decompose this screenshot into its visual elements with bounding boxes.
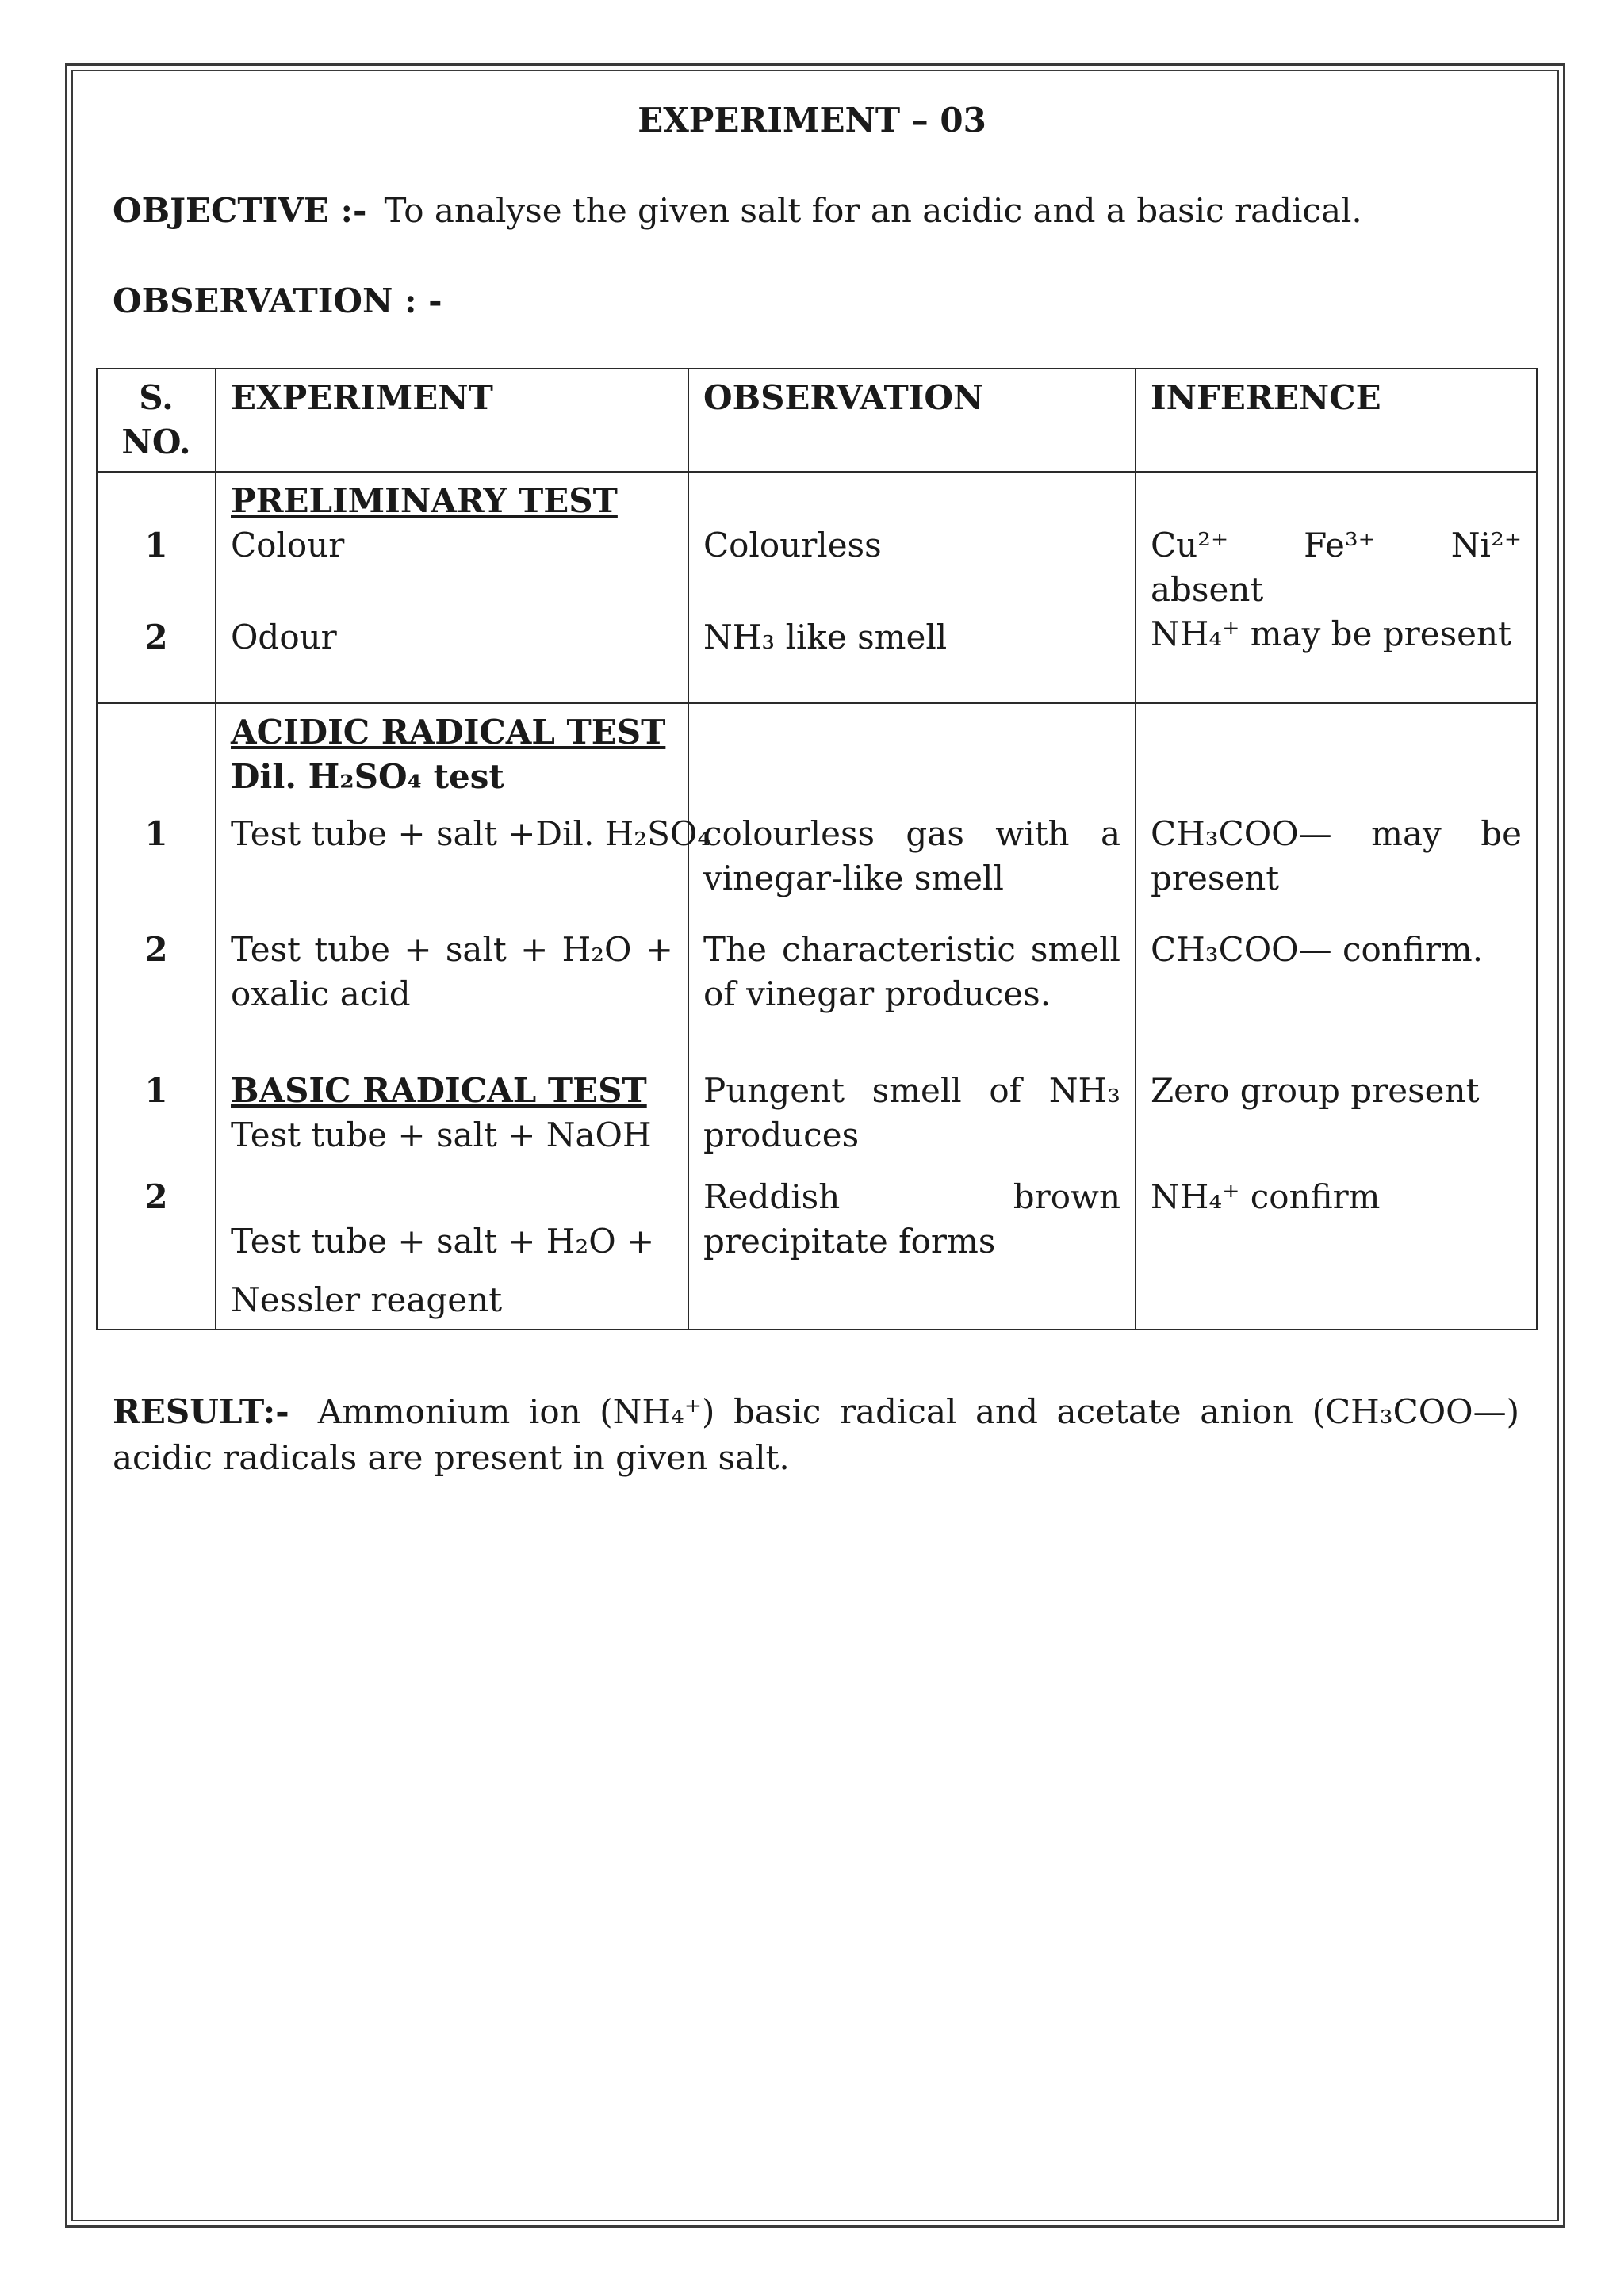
row-number: 1 xyxy=(144,526,168,564)
header-observation: OBSERVATION xyxy=(688,369,1136,472)
inference-colour-ions xyxy=(1151,523,1522,568)
experiment-odour: Odour xyxy=(231,618,337,656)
observation-column xyxy=(688,472,1136,703)
table-row-preliminary xyxy=(97,472,1537,703)
row-number: 2 xyxy=(144,1177,168,1216)
observation-acidic-2: The characteristic smell of vinegar produces. xyxy=(703,930,1120,1013)
inference-odour: NH₄⁺ may be present xyxy=(1151,614,1511,653)
observation-table xyxy=(96,368,1538,1330)
experiment-acidic-1: Test tube + salt +Dil. H₂SO₄ xyxy=(231,814,711,853)
page-title: EXPERIMENT – 03 xyxy=(638,101,986,140)
experiment-basic-2-line1: Test tube + salt + H₂O + xyxy=(231,1222,655,1261)
observation-odour: NH₃ like smell xyxy=(703,618,948,656)
observation-basic-1: Pungent smell of NH₃ produces xyxy=(703,1071,1120,1154)
experiment-basic-2-line2: Nessler reagent xyxy=(231,1280,503,1319)
sno-column xyxy=(97,703,216,1330)
header-sno-line1: S. xyxy=(139,378,174,417)
subheading-dil-h2so4: Dil. H₂SO₄ test xyxy=(231,757,504,796)
ion-fe: Fe³⁺ xyxy=(1304,526,1376,564)
experiment-column xyxy=(216,472,688,703)
section-heading-basic: BASIC RADICAL TEST xyxy=(231,1071,647,1110)
header-sno-line2: NO. xyxy=(121,423,191,461)
table-header-row xyxy=(97,369,1537,472)
section-heading-preliminary: PRELIMINARY TEST xyxy=(231,481,618,520)
inference-basic-2: NH₄⁺ confirm xyxy=(1151,1177,1381,1216)
ion-ni: Ni²⁺ xyxy=(1450,526,1522,564)
experiment-basic-1: Test tube + salt + NaOH xyxy=(231,1115,652,1154)
inference-column xyxy=(1136,703,1537,1330)
inference-column xyxy=(1136,472,1537,703)
result-label: RESULT:- xyxy=(113,1392,289,1431)
experiment-acidic-2: Test tube + salt + H₂O + oxalic acid xyxy=(231,930,673,1013)
inference-colour-absent: absent xyxy=(1151,570,1264,609)
header-sno xyxy=(97,369,216,472)
row-number: 2 xyxy=(144,618,168,656)
inference-acidic-1: CH₃COO— may be present xyxy=(1151,814,1522,897)
inference-acidic-2: CH₃COO— confirm. xyxy=(1151,930,1484,969)
result-text: Ammonium ion (NH₄⁺) basic radical and acetate anion (CH₃COO—) acidic radicals are present in given salt. xyxy=(113,1392,1519,1477)
sno-column xyxy=(97,472,216,703)
row-number: 2 xyxy=(144,930,168,969)
observation-basic-2: Reddish brown precipitate forms xyxy=(703,1177,1120,1261)
inference-basic-1: Zero group present xyxy=(1151,1071,1480,1110)
objective xyxy=(113,189,1362,233)
observation-colour: Colourless xyxy=(703,526,882,564)
header-inference: INFERENCE xyxy=(1136,369,1537,472)
observation-acidic-1: colourless gas with a vinegar-like smell xyxy=(703,814,1120,897)
header-experiment: EXPERIMENT xyxy=(216,369,688,472)
section-heading-acidic: ACIDIC RADICAL TEST xyxy=(231,713,666,752)
observation-label: OBSERVATION : - xyxy=(113,281,442,320)
row-number: 1 xyxy=(144,814,168,853)
objective-label: OBJECTIVE :- xyxy=(113,191,367,230)
result-paragraph xyxy=(113,1389,1519,1481)
observation-column xyxy=(688,703,1136,1330)
experiment-colour: Colour xyxy=(231,526,345,564)
row-number: 1 xyxy=(144,1071,168,1110)
ion-cu: Cu²⁺ xyxy=(1151,526,1229,564)
experiment-column xyxy=(216,703,711,1330)
objective-text: To analyse the given salt for an acidic and a basic radical. xyxy=(384,191,1362,230)
table-row-radicals xyxy=(97,703,1537,1330)
